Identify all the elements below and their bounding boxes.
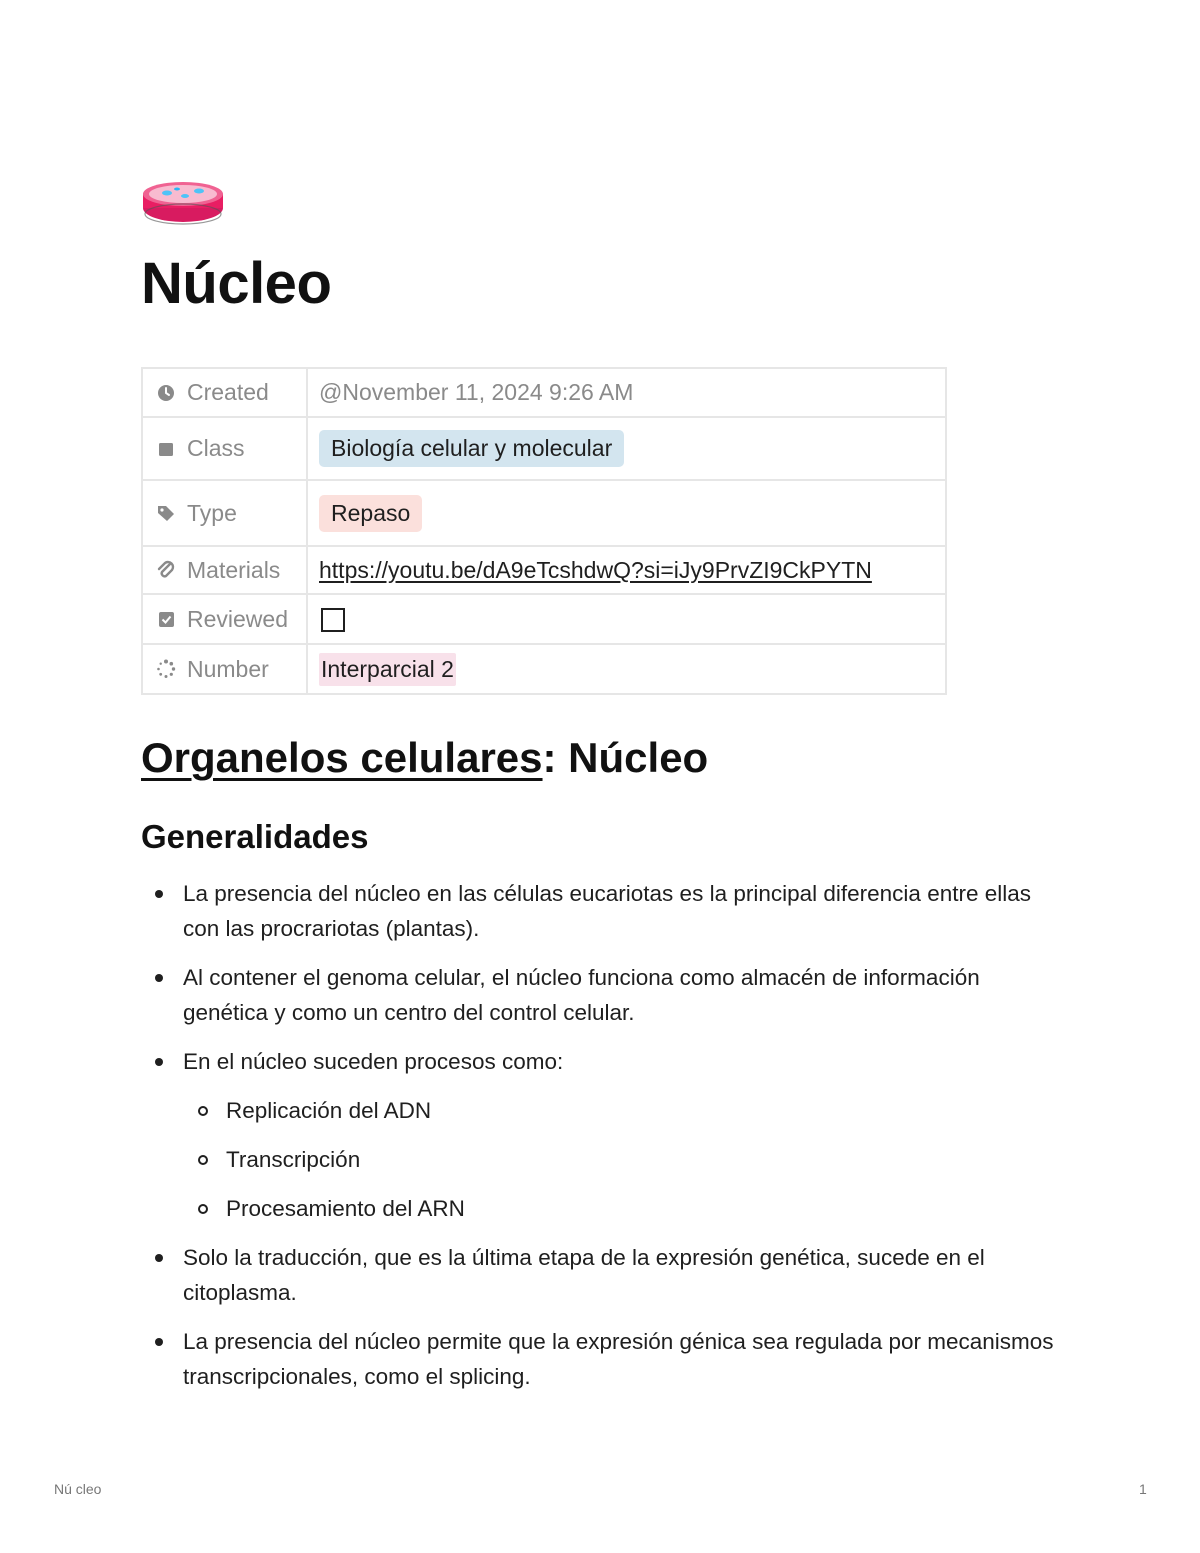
bullet-circle-icon (198, 1155, 208, 1165)
footer-page-number: 1 (1139, 1481, 1147, 1497)
property-row-class (142, 417, 946, 480)
property-row-materials (142, 546, 946, 594)
petri-dish-icon (141, 178, 225, 228)
materials-link[interactable]: https://youtu.be/dA9eTcshdwQ?si=iJy9PrvZI9CkPYTN (319, 556, 872, 583)
properties-table (141, 367, 947, 695)
property-label-type: Type (187, 499, 237, 526)
list-item (141, 1044, 1061, 1079)
list-item (141, 876, 1061, 946)
subheading: Generalidades (141, 818, 369, 855)
list-item-text: La presencia del núcleo permite que la expresión génica sea regulada por mecanismos transcripcionales, como el splicing. (183, 1329, 1054, 1389)
reviewed-checkbox[interactable] (321, 608, 345, 632)
sub-list-item (141, 1093, 1061, 1128)
bullet-dot-icon (155, 1058, 163, 1066)
property-row-type (142, 480, 946, 546)
property-label-reviewed: Reviewed (187, 605, 288, 632)
clock-icon (155, 382, 177, 404)
list-item (141, 960, 1061, 1030)
property-row-reviewed (142, 594, 946, 644)
bullet-dot-icon (155, 890, 163, 898)
sub-list-item-text: Procesamiento del ARN (226, 1196, 465, 1221)
square-icon (155, 438, 177, 460)
footer-title: Nú cleo (54, 1481, 102, 1497)
property-label-number: Number (187, 655, 269, 682)
bullet-circle-icon (198, 1106, 208, 1116)
sub-list-item (141, 1191, 1061, 1226)
class-tag[interactable]: Biología celular y molecular (319, 430, 624, 467)
section-heading (141, 734, 708, 782)
bullet-list (141, 876, 1061, 1394)
property-label-class: Class (187, 435, 245, 461)
loading-icon (155, 658, 177, 680)
sub-list-item-text: Transcripción (226, 1147, 361, 1172)
bullet-dot-icon (155, 1338, 163, 1346)
bullet-dot-icon (155, 1254, 163, 1262)
bullet-circle-icon (198, 1204, 208, 1214)
list-item (141, 1324, 1061, 1394)
property-row-created (142, 368, 946, 417)
checkbox-icon (155, 608, 177, 630)
list-item-text: En el núcleo suceden procesos como: (183, 1049, 564, 1074)
property-label-materials: Materials (187, 556, 281, 583)
section-heading-link[interactable]: Organelos celulares (141, 734, 543, 781)
created-date-value: @November 11, 2024 9:26 AM (319, 379, 634, 405)
bullet-content (141, 876, 1061, 1408)
sub-list-item-text: Replicación del ADN (226, 1098, 432, 1123)
paperclip-icon (155, 559, 177, 581)
sub-list-item (141, 1142, 1061, 1177)
list-item-text: Al contener el genoma celular, el núcleo funciona como almacén de información genética y como un centro del control celular. (183, 965, 980, 1025)
page-title: Núcleo (141, 251, 332, 316)
list-item (141, 1240, 1061, 1310)
list-item-text: Solo la traducción, que es la última etapa de la expresión genética, sucede en el citoplasma. (183, 1245, 985, 1305)
number-tag[interactable]: Interparcial 2 (319, 653, 456, 686)
section-heading-rest: : Núcleo (542, 734, 709, 781)
list-item-text: La presencia del núcleo en las células eucariotas es la principal diferencia entre ellas con las procrariotas (plantas). (183, 881, 1032, 941)
type-tag[interactable]: Repaso (319, 495, 422, 532)
property-row-number (142, 644, 946, 694)
property-label-created: Created (187, 379, 269, 405)
bullet-dot-icon (155, 974, 163, 982)
tag-icon (155, 502, 177, 524)
